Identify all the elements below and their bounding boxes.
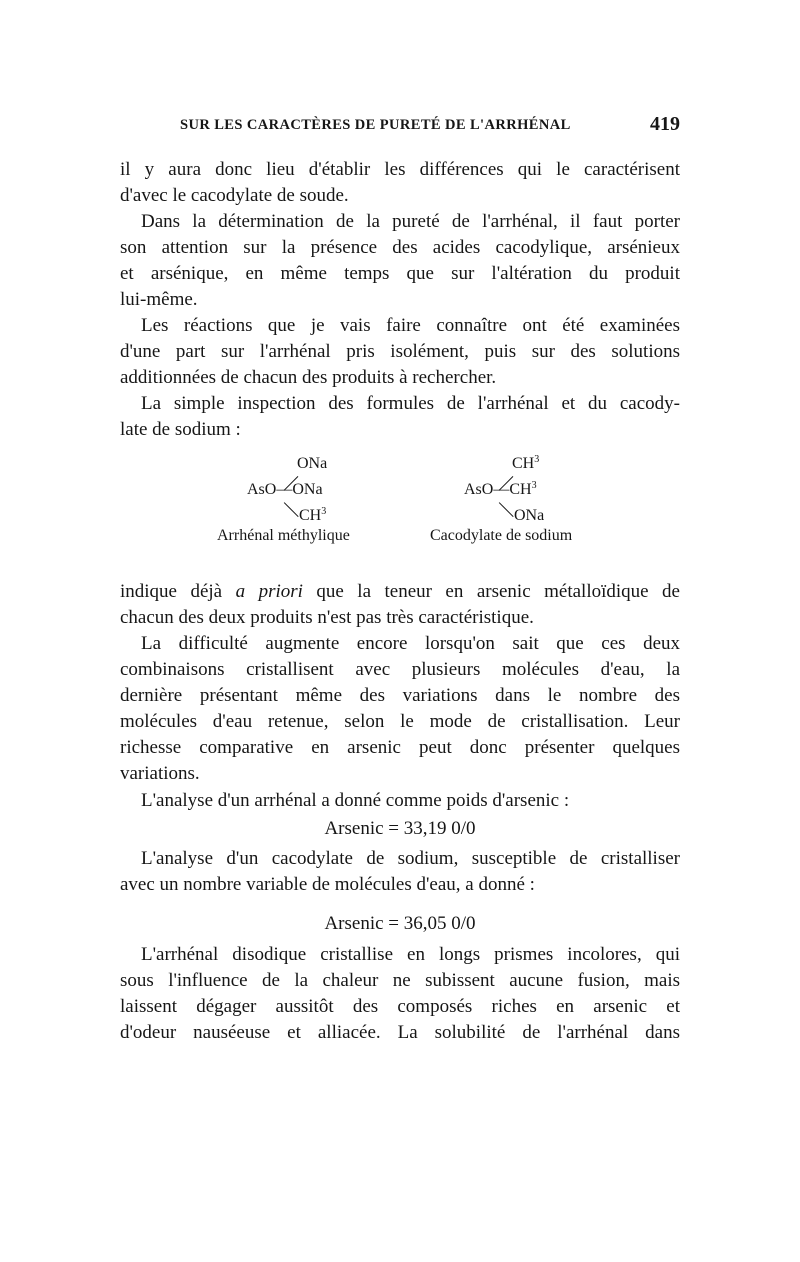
text-line: il y aura donc lieu d'établir les différences qui le caractérisent — [120, 159, 680, 180]
page-number: 419 — [650, 113, 680, 135]
bond-line — [284, 502, 299, 517]
text-line: variations. — [120, 763, 200, 784]
text-line: avec un nombre variable de molécules d'eau, a donné : — [120, 874, 535, 895]
text-line: additionnées de chacun des produits à rechercher. — [120, 367, 497, 388]
text-line: richesse comparative en arsenic peut donc présenter quelques — [120, 737, 680, 758]
text-line: dernière présentant même des variations dans le nombre des — [120, 685, 680, 706]
text-line: La difficulté augmente encore lorsqu'on sait que ces deux — [141, 633, 680, 654]
text-line: L'analyse d'un cacodylate de sodium, susceptible de cristalliser — [141, 848, 680, 869]
formula-top: $CH^3$ — [512, 454, 540, 472]
text-line: sous l'influence de la chaleur ne subissent aucune fusion, mais — [120, 970, 680, 991]
text-line: son attention sur la présence des acides cacodylique, arsénieux — [120, 237, 680, 258]
text-line: combinaisons cristallisent avec plusieurs molécules d'eau, la — [120, 659, 680, 680]
text-line: chacun des deux produits n'est pas très caractéristique. — [120, 607, 534, 628]
text-line: laissent dégager aussitôt des composés riches en arsenic et — [120, 996, 680, 1017]
formula-middle: AsO—ONa — [247, 481, 323, 498]
formula-caption: Arrhénal méthylique — [217, 527, 350, 544]
result-cacodylate: Arsenic = 36,05 0/0 — [324, 913, 476, 934]
formula-middle: $AsO—CH^3$ — [464, 480, 537, 498]
text-line: d'odeur nauséeuse et alliacée. La solubilité de l'arrhénal dans — [120, 1022, 680, 1043]
text-line: Les réactions que je vais faire connaître ont été examinées — [141, 315, 680, 336]
running-head — [160, 113, 680, 141]
formula-caption: Cacodylate de sodium — [430, 527, 573, 544]
formula-bottom: ONa — [514, 507, 545, 524]
formula-bottom: $CH^3$ — [299, 506, 327, 524]
text-line: late de sodium : — [120, 419, 241, 440]
formula-cacodylate — [464, 454, 604, 524]
text-line: Dans la détermination de la pureté de l'arrhénal, il faut porter — [141, 211, 680, 232]
formula-top: ONa — [297, 455, 328, 472]
text-line: et arsénique, en même temps que sur l'altération du produit — [120, 263, 680, 284]
text-line: L'arrhénal disodique cristallise en longs prismes incolores, qui — [141, 944, 680, 965]
text-line: molécules d'eau retenue, selon le mode de cristallisation. Leur — [120, 711, 680, 732]
running-head-title: SUR LES CARACTÈRES DE PURETÉ DE L'ARRHÉNAL — [180, 117, 571, 133]
text-line: lui-même. — [120, 289, 198, 310]
bond-line — [499, 502, 514, 517]
text-line: indique déjà a priori que la teneur en arsenic métalloïdique de — [120, 581, 680, 602]
text-line: d'une part sur l'arrhénal pris isolément, puis sur des solutions — [120, 341, 680, 362]
text-line: d'avec le cacodylate de soude. — [120, 185, 349, 206]
formula-arrhenal — [247, 454, 387, 524]
text-line: La simple inspection des formules de l'arrhénal et du cacody- — [141, 393, 680, 414]
text-line: L'analyse d'un arrhénal a donné comme poids d'arsenic : — [141, 790, 570, 811]
result-arrhenal: Arsenic = 33,19 0/0 — [324, 818, 476, 839]
